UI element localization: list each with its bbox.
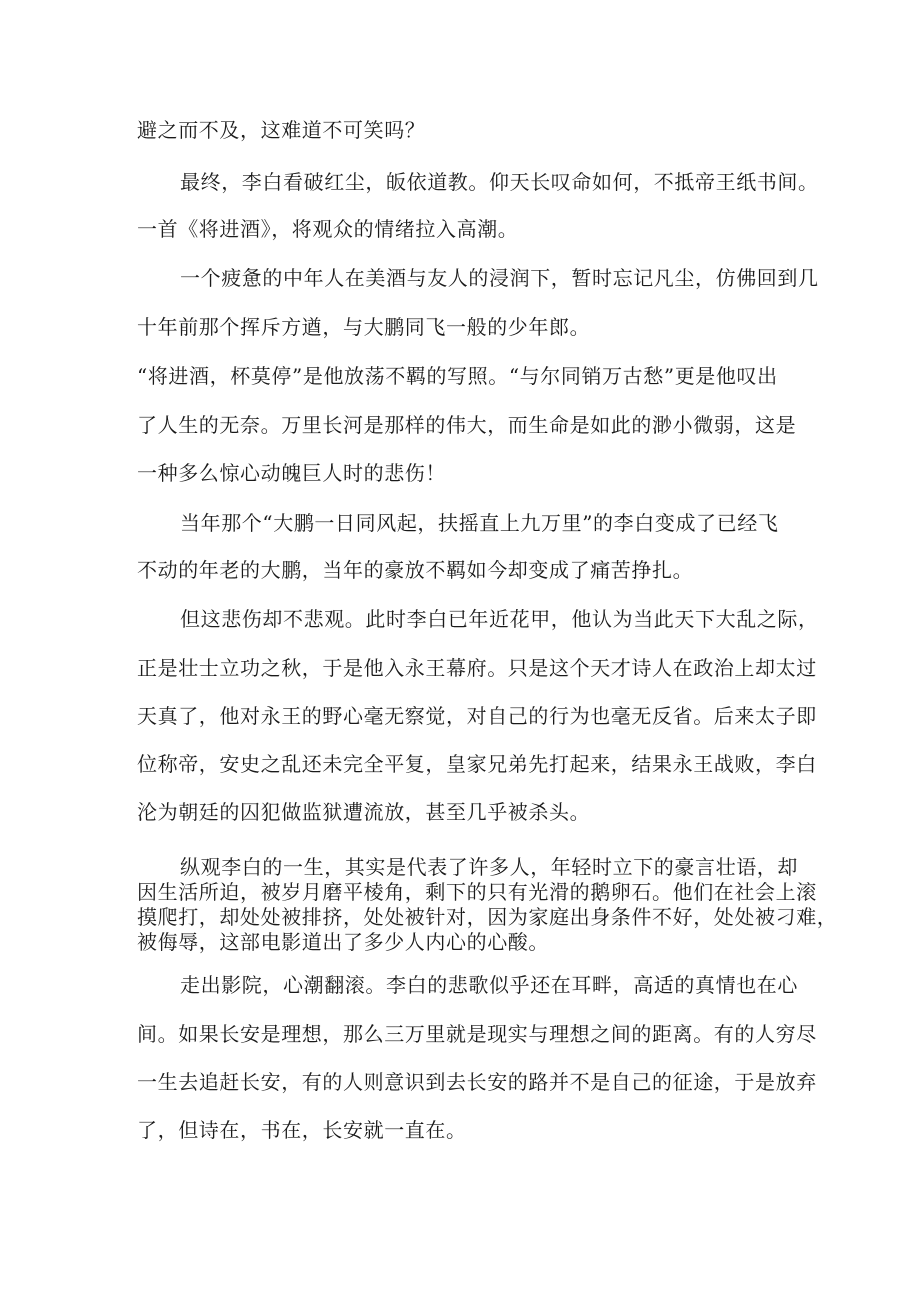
text-line: 了，但诗在，书在，长安就一直在。: [137, 1118, 467, 1142]
text-line: 最终，李白看破红尘，皈依道教。仰天长叹命如何，不抵帝王纸书间。: [180, 170, 819, 194]
text-line: 了人生的无奈。万里长河是那样的伟大，而生命是如此的渺小微弱，这是: [137, 413, 797, 437]
text-line: 间。如果长安是理想，那么三万里就是现实与理想之间的距离。有的人穷尽: [137, 1022, 817, 1046]
text-line: 位称帝，安史之乱还未完全平复，皇家兄弟先打起来，结果永王战败，李白: [137, 752, 817, 776]
text-line: 避之而不及，这难道不可笑吗？: [137, 118, 426, 142]
text-line: 一首《将进酒》，将观众的情绪拉入高潮。: [137, 217, 519, 241]
text-line: 被侮辱，这部电影道出了多少人内心的心酸。: [137, 930, 549, 954]
text-line: 一生去追赶长安，有的人则意识到去长安的路并不是自己的征途，于是放弃: [137, 1070, 817, 1094]
text-line: 一个疲惫的中年人在美酒与友人的浸润下，暂时忘记凡尘，仿佛回到几: [180, 266, 819, 290]
text-line: 正是壮士立功之秋，于是他入永王幕府。只是这个天才诗人在政治上却太过: [137, 656, 817, 680]
text-line: 天真了，他对永王的野心毫无察觉，对自己的行为也毫无反省。后来太子即: [137, 704, 817, 728]
text-line: 走出影院，心潮翻滚。李白的悲歌似乎还在耳畔，高适的真情也在心: [180, 973, 798, 997]
text-line: 不动的年老的大鹏，当年的豪放不羁如今却变成了痛苦挣扎。: [137, 558, 694, 582]
text-line: 摸爬打，却处处被排挤，处处被针对，因为家庭出身条件不好，处处被刁难，: [137, 905, 838, 929]
text-line: “将进酒，杯莫停”是他放荡不羁的写照。“与尔同销万古愁”更是他叹出: [137, 364, 778, 388]
text-line: 十年前那个挥斥方遒，与大鹏同飞一般的少年郎。: [137, 315, 591, 339]
text-line: 但这悲伤却不悲观。此时李白已年近花甲，他认为当此天下大乱之际，: [180, 607, 819, 631]
text-line: 纵观李白的一生，其实是代表了许多人，年轻时立下的豪言壮语，却: [180, 855, 798, 879]
text-line: 沦为朝廷的囚犯做监狱遭流放，甚至几乎被杀头。: [137, 800, 591, 824]
text-line: 当年那个“大鹏一日同风起，扶摇直上九万里”的李白变成了已经飞: [180, 511, 779, 535]
text-line: 一种多么惊心动魄巨人时的悲伤！: [137, 461, 446, 485]
text-line: 因生活所迫，被岁月磨平棱角，剩下的只有光滑的鹅卵石。他们在社会上滚: [137, 880, 817, 904]
